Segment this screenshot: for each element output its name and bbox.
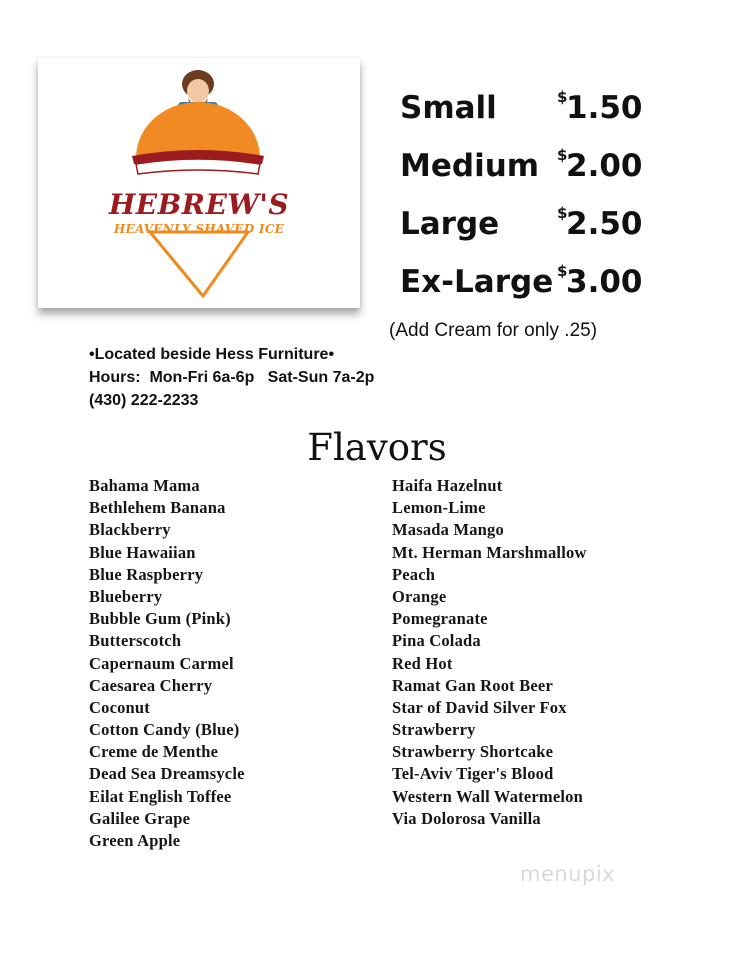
flavor-item: Star of David Silver Fox bbox=[392, 697, 567, 717]
flavor-item: Blueberry bbox=[89, 586, 163, 606]
flavor-item: Coconut bbox=[89, 697, 150, 717]
flavor-item: Peach bbox=[392, 564, 436, 584]
currency-symbol: $ bbox=[557, 88, 568, 106]
size-label: Ex-Large bbox=[400, 264, 554, 300]
flavor-item: Butterscotch bbox=[89, 631, 182, 651]
flavor-item: Eilat English Toffee bbox=[89, 786, 232, 806]
flavor-item: Blue Raspberry bbox=[89, 564, 204, 584]
flavor-item: Green Apple bbox=[89, 831, 181, 850]
flavor-item: Capernaum Carmel bbox=[89, 653, 234, 673]
logo-title: HEBREW'S bbox=[108, 188, 290, 221]
flavor-item: Bubble Gum (Pink) bbox=[89, 609, 231, 629]
flavor-item: Lemon-Lime bbox=[392, 498, 486, 518]
cone-graphic bbox=[150, 232, 248, 296]
flavor-item: Western Wall Watermelon bbox=[392, 786, 583, 806]
size-label: Medium bbox=[400, 148, 540, 184]
flavor-item: Galilee Grape bbox=[89, 808, 191, 828]
scoop-base-graphic bbox=[136, 159, 260, 174]
flavor-item: Orange bbox=[392, 586, 447, 606]
flavor-item: Creme de Menthe bbox=[89, 742, 219, 762]
logo-card bbox=[38, 58, 360, 308]
cream-note: (Add Cream for only .25) bbox=[389, 320, 598, 341]
currency-symbol: $ bbox=[557, 204, 568, 222]
flavor-item: Cotton Candy (Blue) bbox=[89, 720, 240, 740]
flavor-item: Red Hot bbox=[392, 653, 453, 673]
flavor-item: Blue Hawaiian bbox=[89, 542, 196, 562]
flavor-item: Dead Sea Dreamsycle bbox=[89, 764, 245, 784]
flavor-item: Tel-Aviv Tiger's Blood bbox=[392, 764, 554, 784]
logo-subtitle: HEAVENLY SHAVED ICE bbox=[113, 222, 285, 236]
flavor-item: Strawberry Shortcake bbox=[392, 742, 554, 762]
location-text: •Located beside Hess Furniture• bbox=[89, 346, 335, 363]
flavor-item: Ramat Gan Root Beer bbox=[392, 675, 553, 695]
flavor-list-left bbox=[89, 475, 245, 852]
flavor-item: Bahama Mama bbox=[89, 476, 200, 495]
flavor-item: Via Dolorosa Vanilla bbox=[392, 808, 541, 828]
flavor-item: Masada Mango bbox=[392, 520, 504, 540]
flavor-item: Bethlehem Banana bbox=[89, 498, 226, 518]
flavor-item: Blackberry bbox=[89, 520, 171, 540]
flavor-item: Pomegranate bbox=[392, 609, 488, 629]
currency-symbol: $ bbox=[557, 146, 568, 164]
hours-text: Hours: Mon-Fri 6a-6p Sat-Sun 7a-2p bbox=[89, 369, 375, 386]
flavor-item: Strawberry bbox=[392, 720, 476, 740]
flavor-item: Mt. Herman Marshmallow bbox=[392, 542, 587, 562]
size-label: Large bbox=[400, 206, 500, 242]
shaved-ice-logo-graphic bbox=[38, 58, 360, 308]
price-amount: 3.00 bbox=[566, 264, 643, 300]
dome-graphic bbox=[136, 102, 260, 158]
face-graphic bbox=[187, 79, 209, 103]
price-amount: 2.50 bbox=[566, 206, 643, 242]
flavor-list-right bbox=[392, 475, 587, 830]
watermark: menupix bbox=[520, 862, 616, 886]
currency-symbol: $ bbox=[557, 262, 568, 280]
flavor-item: Haifa Hazelnut bbox=[392, 476, 503, 495]
flavor-item: Caesarea Cherry bbox=[89, 675, 213, 695]
flavor-item: Pina Colada bbox=[392, 631, 481, 651]
flavors-heading: Flavors bbox=[307, 426, 447, 469]
size-label: Small bbox=[400, 90, 497, 126]
price-amount: 2.00 bbox=[566, 148, 643, 184]
price-amount: 1.50 bbox=[566, 90, 643, 126]
phone-number: (430) 222-2233 bbox=[89, 392, 199, 409]
